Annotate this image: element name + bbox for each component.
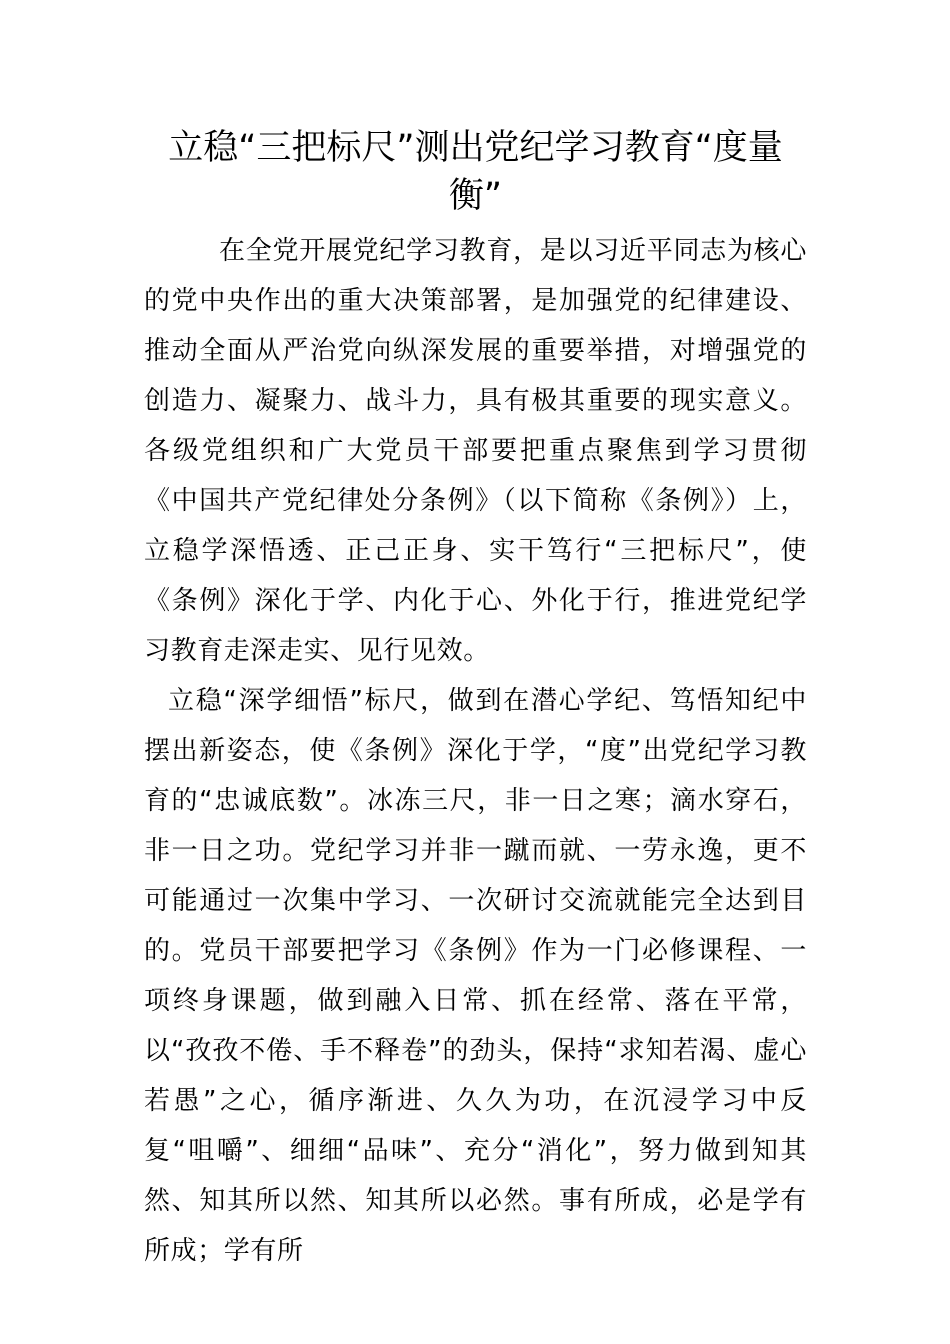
- paragraph-2: 立稳“深学细悟”标尺，做到在潜心学纪、笃悟知纪中摆出新姿态，使《条例》深化于学，“度”出党纪学习教育的“忠诚底数”。冰冻三尺，非一日之寒；滴水穿石，非一日之功。党纪学习并非一蹴而就、一劳永逸，更不可能通过一次集中学习、一次研讨交流就能完全达到目的。党员干部要把学习《条例》作为一门必修课程、一项终身课题，做到融入日常、抓在经常、落在平常，以“孜孜不倦、手不释卷”的劲头，保持“求知若渴、虚心若愚”之心，循序渐进、久久为功，在沉浸学习中反复“咀嚼”、细细“品味”、充分“消化”，努力做到知其然、知其所以然、知其所以必然。事有所成，必是学有所成；学有所: [144, 686, 807, 1266]
- document-page: [144, 124, 807, 1276]
- paragraph-1: 在全党开展党纪学习教育，是以习近平同志为核心的党中央作出的重大决策部署，是加强党的纪律建设、推动全面从严治党向纵深发展的重要举措，对增强党的创造力、凝聚力、战斗力，具有极其重要的现实意义。各级党组织和广大党员干部要把重点聚焦到学习贯彻《中国共产党纪律处分条例》（以下简称《条例》）上，立稳学深悟透、正己正身、实干笃行“三把标尺”，使《条例》深化于学、内化于心、外化于行，推进党纪学习教育走深走实、见行见效。: [144, 236, 807, 666]
- document-title: 立稳“三把标尺”测出党纪学习教育“度量衡”: [168, 128, 783, 216]
